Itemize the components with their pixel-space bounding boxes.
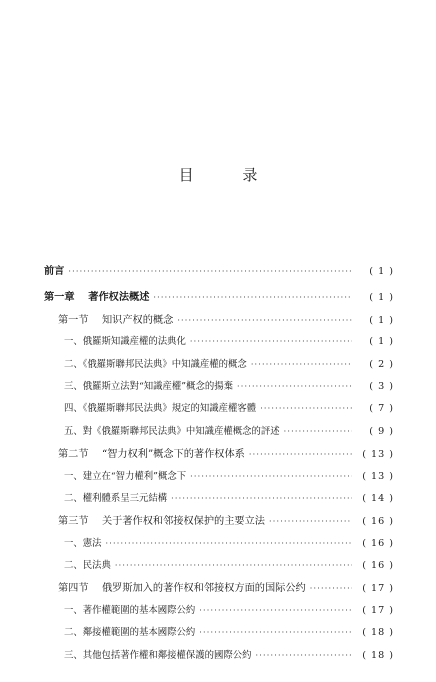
toc-leader-dots bbox=[251, 360, 352, 369]
toc-entry-label: 第二节 “智力权利”概念下的著作权体系 bbox=[58, 449, 245, 461]
toc-entry-label: 一、建立在“智力權利”概念下 bbox=[64, 470, 187, 482]
toc-page-number: ( 1 ) bbox=[369, 292, 394, 304]
toc-entry-label: 第三节 关于著作权和邻接权保护的主要立法 bbox=[58, 516, 265, 528]
toc-entry-label: 四、《俄羅斯聯邦民法典》規定的知識産權客體 bbox=[64, 403, 257, 415]
toc-entry-subsection[interactable] bbox=[44, 356, 394, 378]
toc-leader-dots bbox=[68, 267, 352, 276]
toc-leader-dots bbox=[177, 316, 352, 325]
toc-leader-dots bbox=[199, 628, 352, 637]
page-title: 目 录 bbox=[178, 166, 280, 184]
toc-page-number: ( 18 ) bbox=[362, 649, 394, 661]
toc-entry-label: 一、憲法 bbox=[64, 537, 102, 549]
toc-page-number: ( 13 ) bbox=[362, 470, 394, 482]
toc-entry-section-2[interactable] bbox=[44, 445, 394, 467]
toc-entry-label: 五、對《俄羅斯聯邦民法典》中知識産權概念的評述 bbox=[64, 425, 280, 437]
toc-page-number: ( 17 ) bbox=[362, 583, 394, 595]
toc-entry-label: 一、著作權範圍的基本國際公約 bbox=[64, 604, 196, 616]
toc-entry-label: 二、鄰接權範圍的基本國際公約 bbox=[64, 627, 196, 639]
toc-leader-dots bbox=[256, 651, 352, 660]
toc-leader-dots bbox=[106, 539, 352, 548]
toc-leader-dots bbox=[269, 517, 352, 526]
toc-entry-subsection[interactable] bbox=[44, 468, 394, 490]
toc-leader-dots bbox=[260, 404, 352, 413]
toc-leader-dots bbox=[153, 293, 352, 302]
toc-page-number: ( 17 ) bbox=[362, 604, 394, 616]
toc-leader-dots bbox=[237, 382, 352, 391]
toc-entry-section-1[interactable] bbox=[44, 311, 394, 333]
toc-entry-preface[interactable] bbox=[44, 262, 394, 284]
toc-leader-dots bbox=[249, 450, 352, 459]
toc-entry-label: 第一章 著作权法概述 bbox=[44, 291, 150, 304]
toc-page-number: ( 1 ) bbox=[369, 336, 394, 348]
toc-entry-label: 第四节 俄罗斯加入的著作权和邻接权方面的国际公约 bbox=[58, 583, 306, 595]
toc-page-number: ( 7 ) bbox=[369, 403, 394, 415]
toc-leader-dots bbox=[310, 584, 352, 593]
toc-page-number: ( 1 ) bbox=[369, 266, 394, 277]
toc-entry-label: 二、《俄羅斯聯邦民法典》中知識産權的概念 bbox=[64, 358, 247, 370]
toc-entry-section-3[interactable] bbox=[44, 512, 394, 534]
toc-entry-subsection[interactable] bbox=[44, 378, 394, 400]
toc-entry-subsection[interactable] bbox=[44, 624, 394, 646]
toc-leader-dots bbox=[190, 472, 352, 481]
toc-entry-section-4[interactable] bbox=[44, 579, 394, 601]
toc-entry-subsection[interactable] bbox=[44, 647, 394, 669]
toc-page-number: ( 16 ) bbox=[362, 537, 394, 549]
toc-entry-subsection[interactable] bbox=[44, 333, 394, 355]
toc-page-number: ( 13 ) bbox=[362, 449, 394, 461]
toc-entry-label: 前言 bbox=[44, 265, 65, 277]
toc-entry-subsection[interactable] bbox=[44, 400, 394, 422]
toc-leader-dots bbox=[199, 606, 352, 615]
table-of-contents bbox=[44, 262, 394, 669]
toc-page-number: ( 16 ) bbox=[362, 560, 394, 572]
toc-entry-label: 第一节 知识产权的概念 bbox=[58, 314, 174, 326]
toc-entry-subsection[interactable] bbox=[44, 490, 394, 512]
toc-page-number: ( 14 ) bbox=[362, 492, 394, 504]
toc-page-number: ( 3 ) bbox=[369, 380, 394, 392]
toc-entry-subsection[interactable] bbox=[44, 423, 394, 445]
toc-page-number: ( 18 ) bbox=[362, 627, 394, 639]
toc-entry-subsection[interactable] bbox=[44, 535, 394, 557]
toc-entry-label: 一、俄羅斯知識産權的法典化 bbox=[64, 336, 186, 348]
toc-entry-label: 三、其他包括著作權和鄰接權保護的國際公約 bbox=[64, 649, 252, 661]
toc-page-number: ( 9 ) bbox=[369, 425, 394, 437]
toc-leader-dots bbox=[190, 337, 352, 346]
toc-page-number: ( 2 ) bbox=[369, 358, 394, 370]
toc-entry-subsection[interactable] bbox=[44, 557, 394, 579]
toc-page-number: ( 1 ) bbox=[369, 314, 394, 326]
toc-entry-label: 二、權利體系呈三元結構 bbox=[64, 492, 168, 504]
toc-page-number: ( 16 ) bbox=[362, 516, 394, 528]
toc-entry-label: 二、民法典 bbox=[64, 560, 111, 572]
toc-leader-dots bbox=[171, 494, 352, 503]
toc-entry-label: 三、俄羅斯立法對“知識産權”概念的揚棄 bbox=[64, 380, 233, 392]
toc-entry-subsection[interactable] bbox=[44, 602, 394, 624]
toc-leader-dots bbox=[115, 561, 352, 570]
toc-entry-chapter-1[interactable] bbox=[44, 288, 394, 310]
toc-leader-dots bbox=[284, 427, 352, 436]
